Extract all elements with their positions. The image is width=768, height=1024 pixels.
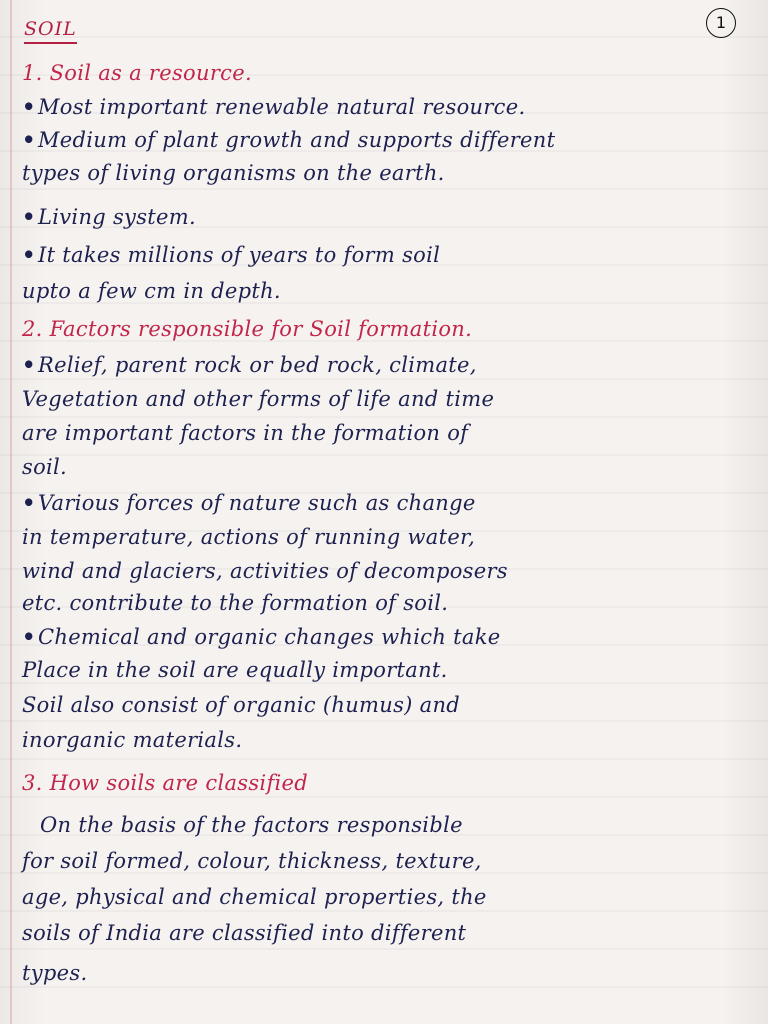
page-title: SOIL	[24, 18, 77, 44]
section-2-bullet-3-cont-2: Soil also consist of organic (humus) and	[22, 693, 461, 717]
bullet-text: Various forces of nature such as change	[38, 491, 476, 515]
section-3-paragraph-line-3: age, physical and chemical properties, the	[22, 885, 487, 909]
bullet-text: Medium of plant growth and supports different	[38, 128, 556, 152]
section-1-heading: 1. Soil as a resource.	[22, 61, 252, 85]
section-2-bullet-3-cont-3: inorganic materials.	[22, 728, 243, 752]
bullet-text: Chemical and organic changes which take	[38, 625, 501, 649]
section-3-paragraph-line-2: for soil formed, colour, thickness, texture,	[22, 849, 482, 873]
bullet-mark: •	[22, 242, 36, 267]
section-2-bullet-2-cont-2: wind and glaciers, activities of decomposers	[22, 559, 508, 583]
section-2-bullet-2-cont-1: in temperature, actions of running water,	[22, 525, 476, 549]
bullet-text: Most important renewable natural resource.	[38, 95, 526, 119]
bullet-mark: •	[22, 94, 36, 119]
section-1-bullet-4	[22, 240, 440, 270]
bullet-mark: •	[22, 204, 36, 229]
section-2-bullet-2	[22, 488, 476, 518]
bullet-mark: •	[22, 490, 36, 515]
section-1-bullet-3	[22, 202, 196, 232]
section-2-bullet-3	[22, 622, 500, 652]
section-3-paragraph-line-4: soils of India are classified into different	[22, 921, 467, 945]
section-1-bullet-2	[22, 125, 555, 155]
section-2-bullet-1	[22, 350, 477, 380]
section-3-paragraph-line-5: types.	[22, 961, 88, 985]
section-3-paragraph-line-1: On the basis of the factors responsible	[40, 813, 463, 837]
bullet-mark: •	[22, 624, 36, 649]
bullet-text: Living system.	[38, 205, 196, 229]
section-1-bullet-2-cont: types of living organisms on the earth.	[22, 161, 445, 185]
bullet-mark: •	[22, 352, 36, 377]
margin-line	[10, 0, 12, 1024]
section-1-bullet-4-cont: upto a few cm in depth.	[22, 279, 281, 303]
section-2-heading: 2. Factors responsible for Soil formation.	[22, 317, 473, 341]
bullet-text: It takes millions of years to form soil	[38, 243, 441, 267]
section-2-bullet-2-cont-3: etc. contribute to the formation of soil.	[22, 591, 449, 615]
section-2-bullet-3-cont-1: Place in the soil are equally important.	[22, 658, 448, 682]
bullet-mark: •	[22, 127, 36, 152]
section-2-bullet-1-cont-1: Vegetation and other forms of life and time	[22, 387, 495, 411]
page-number: 1	[706, 8, 736, 38]
section-3-heading: 3. How soils are classified	[22, 771, 309, 795]
section-1-bullet-1	[22, 92, 525, 122]
section-2-bullet-1-cont-2: are important factors in the formation of	[22, 421, 469, 445]
section-2-bullet-1-cont-3: soil.	[22, 455, 68, 479]
bullet-text: Relief, parent rock or bed rock, climate,	[38, 353, 477, 377]
